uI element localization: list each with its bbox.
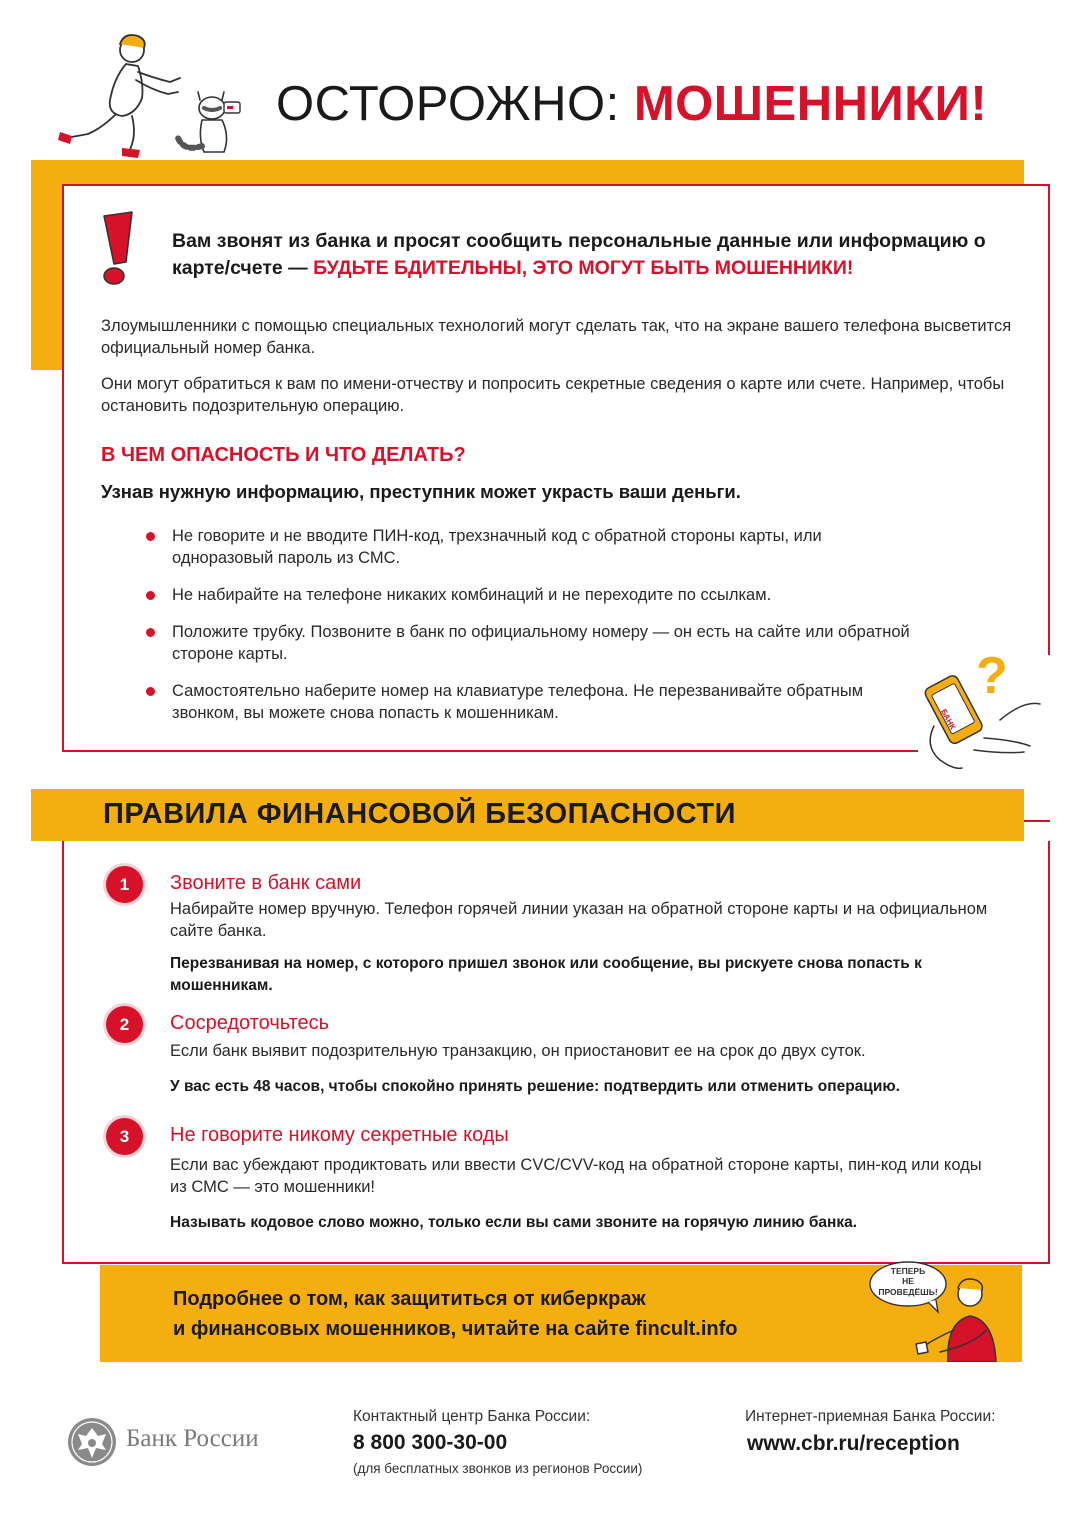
reception-label: Интернет-приемная Банка России: [745,1408,996,1425]
rule-item [106,866,1006,996]
title-main: ОСТОРОЖНО: [276,77,620,131]
rule-text: Если вас убеждают продиктовать или ввести CVC/CVV-код на обратной стороне карты, пин-код или коды из СМС — это мошенники! [170,1156,982,1196]
contact-phone-note: (для бесплатных звонков из регионов России) [353,1461,643,1476]
more-info-line: Подробнее о том, как защититься от киберкраж [173,1288,646,1310]
rule-number-badge: 2 [106,1006,143,1043]
page-title [276,76,987,132]
title-accent: МОШЕННИКИ! [633,77,988,131]
danger-heading: В ЧЕМ ОПАСНОСТЬ И ЧТО ДЕЛАТЬ? [101,444,466,466]
bullet-dot [146,687,155,696]
contact-center-label: Контактный центр Банка России: [353,1408,591,1425]
rule-emphasis: Перезванивая на номер, с которого пришел звонок или сообщение, вы рискуете снова попасть к мошенникам. [170,955,922,994]
rules-title: ПРАВИЛА ФИНАНСОВОЙ БЕЗОПАСНОСТИ [103,798,736,830]
rule-heading: Не говорите никому секретные коды [170,1124,509,1146]
reception-link[interactable]: www.cbr.ru/reception [747,1432,960,1455]
list-item-text: Не набирайте на телефоне никаких комбинаций и не переходите по ссылкам. [172,586,772,604]
list-item [146,584,926,606]
speech-bubble-line: ПРОВЕДЁШЬ! [878,1287,938,1297]
list-item [146,621,926,665]
speech-bubble-line: ТЕПЕРЬ [890,1266,926,1276]
bullet-dot [146,591,155,600]
running-man-and-raccoon-illustration [52,28,252,164]
bank-of-russia-emblem-icon [66,1416,118,1468]
phone-screen-label: БАНК [938,707,958,732]
rule-item [106,1118,1006,1238]
list-item-text: Не говорите и не вводите ПИН-код, трехзначный код с обратной стороны карты, или одноразовый пароль из СМС. [172,527,822,567]
rule-text: Набирайте номер вручную. Телефон горячей линии указан на обратной стороне карты и на официальном сайте банка. [170,900,988,940]
rule-number-badge: 1 [106,866,143,903]
list-item-text: Самостоятельно наберите номер на клавиатуре телефона. Не перезванивайте обратным звонком, вы можете снова попасть к мошенникам. [172,682,864,722]
warning-heading [172,228,1032,282]
list-item-text: Положите трубку. Позвоните в банк по официальному номеру — он есть на сайте или обратной стороне карты. [172,623,910,663]
advice-list [146,525,926,739]
rule-emphasis: У вас есть 48 часов, чтобы спокойно принять решение: подтвердить или отменить операцию. [170,1078,900,1095]
speech-bubble-line: НЕ [902,1276,914,1286]
warning-heading-alert: БУДЬТЕ БДИТЕЛЬНЫ, ЭТО МОГУТ БЫТЬ МОШЕННИКИ! [313,257,854,279]
bullet-dot [146,628,155,637]
rule-heading: Звоните в банк сами [170,872,362,894]
contact-phone-link[interactable]: 8 800 300-30-00 [353,1431,508,1454]
rules-card-top-edge [1024,820,1050,822]
exclamation-icon [96,210,140,290]
rule-text: Если банк выявит подозрительную транзакцию, он приостановит ее на срок до двух суток. [170,1042,866,1060]
list-item [146,525,926,569]
more-info-line: и финансовых мошенников, читайте на сайте fincult.info [173,1318,738,1340]
bank-name-logo: Банк России [126,1425,259,1452]
danger-subheading: Узнав нужную информацию, преступник может украсть ваши деньги. [101,481,741,502]
rule-number-badge: 3 [106,1118,143,1155]
paragraph-spoofing: Злоумышленники с помощью специальных технологий могут сделать так, что на экране вашего телефона высветится официальный номер банка. [101,317,1012,357]
rule-heading: Сосредоточьтесь [170,1012,330,1034]
list-item [146,680,926,724]
confident-man-illustration [866,1258,1022,1362]
rule-item [106,1006,1006,1106]
paragraph-secret-request: Они могут обратиться к вам по имени-отчеству и попросить секретные сведения о карте или счете. Например, чтобы остановить подозрительную операцию. [101,375,1005,415]
rule-emphasis: Называть кодовое слово можно, только если вы сами звоните на горячую линию банка. [170,1214,858,1231]
question-mark-icon: ? [976,647,1008,705]
warning-heading-text: Вам звонят из банка и просят сообщить персональные данные или информацию о карте/счете — [172,230,986,279]
more-info-text [173,1284,738,1344]
bullet-dot [146,532,155,541]
